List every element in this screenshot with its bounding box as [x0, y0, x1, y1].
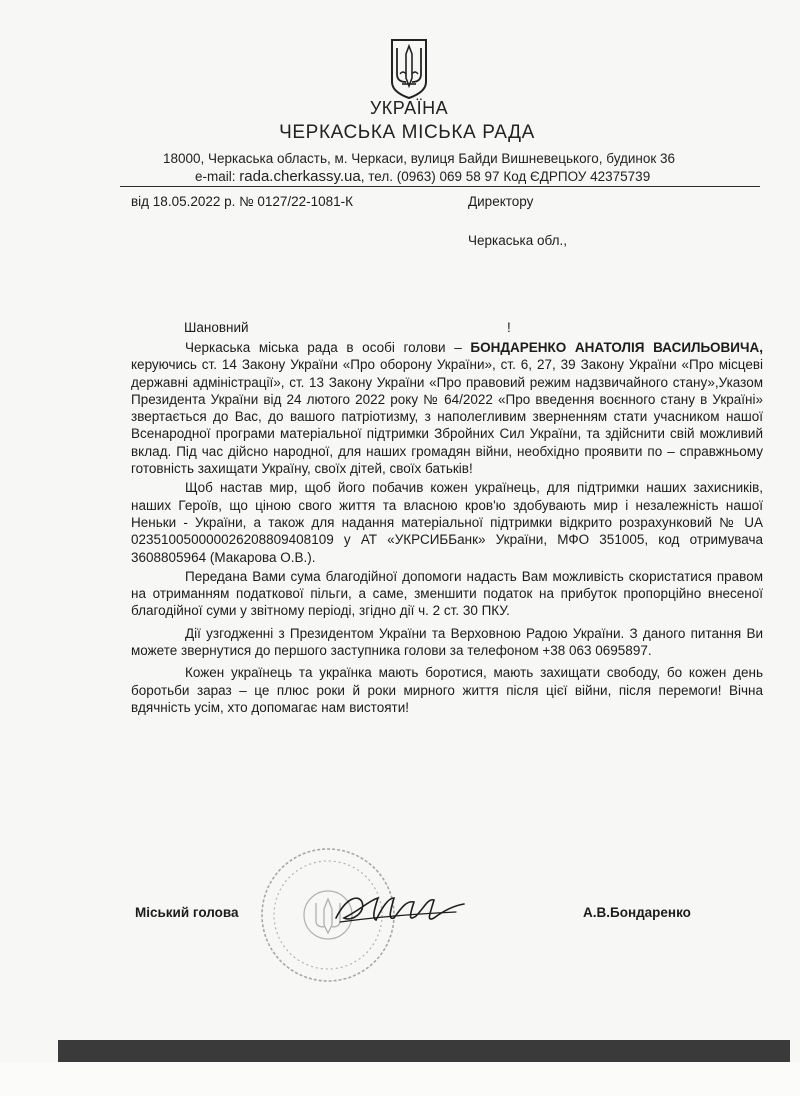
paragraph-3: Передана Вами сума благодійної допомоги надасть Вам можливість скористатися правом на отриманням податкової пільги, а саме, зменшити податок на прибуток пропорційно внесеної благодійної суми у звітному періоді, згідно дії ч. 2 ст. 30 ПКУ. [131, 568, 763, 619]
mayor-signature [330, 888, 470, 932]
paragraph-5: Кожен українець та українка мають боротися, мають захищати свободу, бо кожен день боротьби зараз – це плюс роки й роки мирного життя після цієї війни, після перемоги! Вічна вдячність усім, хто допомагає нам вистояти! [131, 665, 763, 715]
scan-edge-bar [58, 1040, 790, 1062]
addressee-position: Директору [468, 194, 534, 209]
coat-of-arms-icon [389, 38, 429, 100]
email-label: e-mail: [195, 169, 236, 184]
signatory-title: Міський голова [135, 905, 239, 920]
paragraph-1 [131, 339, 763, 477]
paragraph-4: Дії узгодженні з Президентом України та Верховною Радою України. З даного питання Ви можете звернутися до першого заступника голови за телефоном +38 063 0695897. [131, 625, 763, 659]
outgoing-reference: від 18.05.2022 р. № 0127/22-1081-К [131, 194, 354, 209]
paragraph-1-text: керуючись ст. 14 Закону України «Про оборону України», ст. 6, 27, 39 Закону України «Про місцеві державні адміністрації», ст. 13 Закону України «Про правовий режим надзвичайного стану»,Указом Президента України від 24 лютого 2022 року № 64/2022 «Про введення воєнного стану в Україні» звертається до Вас, до вашого патріотизму, з наполегливим зверненням стати учасником нашої Всенародної програми матеріальної підтримки Збройних Сил України, та здійснити свій можливий вклад. Під час дійсно народної, для наших громадян війни, необхідно проявити по – справжньому готовність захищати Україну, своїх дітей, своїх батьків! [131, 357, 763, 477]
mayor-name: БОНДАРЕНКО АНАТОЛІЯ ВАСИЛЬОВИЧА, [470, 340, 763, 355]
letter-body [131, 339, 763, 716]
phone-label: , тел. [360, 169, 393, 184]
email-value: rada.cherkassy.ua [239, 168, 361, 185]
header-address: 18000, Черкаська область, м. Черкаси, вулиця Байди Вишневецького, будинок 36 [163, 151, 676, 166]
scan-bottom-margin [0, 1062, 800, 1096]
header-divider [120, 186, 760, 187]
header-country: УКРАЇНА [369, 98, 449, 118]
salutation-exclamation: ! [507, 320, 511, 335]
signatory-name: А.В.Бондаренко [583, 905, 691, 920]
edrpou-code: Код ЄДРПОУ 42375739 [503, 169, 651, 184]
addressee-region: Черкаська обл., [468, 233, 567, 248]
phone-value: (0963) 069 58 97 [396, 169, 500, 184]
paragraph-1-intro: Черкаська міська рада в особі голови – [185, 340, 462, 355]
salutation: Шановний [184, 320, 249, 335]
header-council-name: ЧЕРКАСЬКА МІСЬКА РАДА [279, 122, 535, 143]
header-contacts [195, 168, 650, 185]
paragraph-2: Щоб настав мир, щоб його побачив кожен українець, для підтримки наших захисників, наших Героїв, що ціною свого життя та власною кров'ю здобувають мир і незалежність нашої Неньки - України, а також для надання матеріальної підтримки відкрито розрахунковий № UA 023510050000026208809408109 у АТ «УКРСИББанк» України, МФО 351005, код отримувача 3608805964 (Макарова О.В.). [131, 480, 763, 565]
